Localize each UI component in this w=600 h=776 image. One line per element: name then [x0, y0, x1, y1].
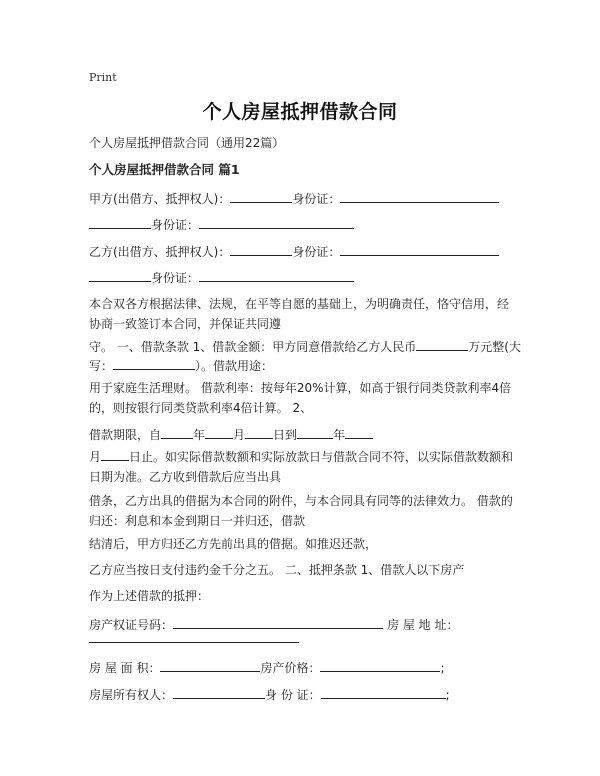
loan-amount-text: 守。 一、借款条款 1、借款金额：甲方同意借款给乙方人民币 [89, 340, 417, 354]
price-semicolon: ; [440, 661, 445, 675]
price-field[interactable] [320, 659, 440, 672]
party-a-cont-id-label: 身份证： [151, 218, 200, 232]
term-end-month-field[interactable] [345, 426, 373, 439]
paragraph-interest: 用于家庭生活理财。 借款利率：按每年20%计算，如高于银行同类贷款利率4倍的，则按银行同类贷款利率4倍计算。 2、 [89, 381, 512, 415]
term-day-to-label: 日到 [273, 428, 298, 442]
party-a-label: 甲方(出借方、抵押权人)： [89, 192, 231, 206]
party-a-extra-field[interactable] [89, 216, 151, 229]
loan-amount-field[interactable] [416, 338, 468, 351]
term-month2-label: 月 [89, 450, 102, 464]
party-b-id-label: 身份证： [292, 245, 341, 259]
paragraph-settlement: 结清后，甲方归还乙方先前出具的借据。如推迟还款， [89, 537, 378, 551]
loan-term-line [89, 426, 373, 442]
party-a-name-field[interactable] [230, 190, 292, 203]
term-start-year-field[interactable] [161, 426, 193, 439]
party-a-id-field[interactable] [340, 190, 499, 203]
owner-id-field[interactable] [321, 686, 446, 699]
owner-label: 房屋所有权人： [89, 688, 174, 702]
area-field[interactable] [160, 659, 260, 672]
cert-label: 房产权证号码： [89, 618, 174, 632]
address-label: 房 屋 地 址： [387, 618, 459, 632]
term-end-year-field[interactable] [297, 426, 333, 439]
owner-id-label: 身 份 证： [265, 688, 321, 702]
party-b-label: 乙方(出借方、抵押权人)： [89, 245, 231, 259]
party-b-extra-field[interactable] [89, 269, 151, 282]
paragraph-agreement: 本合双各方根据法律、法规，在平等自愿的基础上，为明确责任，恪守信用，经协商一致签订本合同，并保证共同遵 [89, 297, 510, 331]
loan-amount-unit: 万元整(大 [468, 340, 521, 354]
term-month-label: 月 [233, 428, 246, 442]
party-b-id-field[interactable] [340, 243, 499, 256]
party-a-id-label: 身份证： [292, 192, 341, 206]
term-rest-text: 日止。如实际借款数额和实际放款日与借款合同不符，以实际借款数额和日期为准。乙方收到借款后应当出具 [89, 450, 514, 484]
party-a-cont-line [89, 216, 354, 232]
price-label: 房产价格： [260, 661, 321, 675]
term-end-day-field[interactable] [101, 448, 129, 461]
section-heading: 个人房屋抵押借款合同 篇1 [89, 162, 240, 177]
party-b-name-field[interactable] [230, 243, 292, 256]
cert-number-field[interactable] [173, 616, 383, 629]
owner-field[interactable] [173, 686, 265, 699]
loan-amount-line [89, 338, 521, 354]
area-label: 房 屋 面 积： [89, 661, 161, 675]
paragraph-mortgage-intro: 作为上述借款的抵押： [89, 589, 210, 603]
address-cont-line [89, 630, 299, 646]
paragraph-receipt: 借条，乙方出具的借据为本合同的附件，与本合同具有同等的法律效力。 借款的归还：利息和本金到期日一并归还，借款 [89, 494, 513, 528]
term-start-day-field[interactable] [245, 426, 273, 439]
term-year2-label: 年 [333, 428, 346, 442]
party-a-cont-id-field[interactable] [199, 216, 354, 229]
loan-caps-field[interactable] [113, 357, 195, 370]
loan-term-from-label: 借款期限，自 [89, 428, 162, 442]
print-link[interactable]: Print [89, 71, 117, 84]
party-b-cont-line [89, 269, 354, 285]
term-year-label: 年 [193, 428, 206, 442]
owner-line [89, 686, 450, 702]
paragraph-penalty: 乙方应当按日支付违约金千分之五。 二、抵押条款 1、借款人以下房产 [89, 563, 465, 577]
area-price-line [89, 659, 445, 675]
party-b-line [89, 243, 499, 259]
loan-term-cont [89, 447, 514, 487]
party-a-line [89, 190, 499, 206]
party-b-cont-id-field[interactable] [199, 269, 354, 282]
loan-caps-label: 写： [89, 359, 114, 373]
address-field[interactable] [89, 630, 299, 643]
loan-purpose-label: ）。借款用途： [195, 359, 274, 373]
party-b-cont-id-label: 身份证： [151, 271, 200, 285]
document-subtitle: 个人房屋抵押借款合同（通用22篇） [89, 136, 285, 150]
term-start-month-field[interactable] [205, 426, 233, 439]
owner-semicolon: ; [445, 688, 450, 702]
document-title: 个人房屋抵押借款合同 [202, 101, 398, 123]
loan-amount-caps-line [89, 357, 273, 373]
